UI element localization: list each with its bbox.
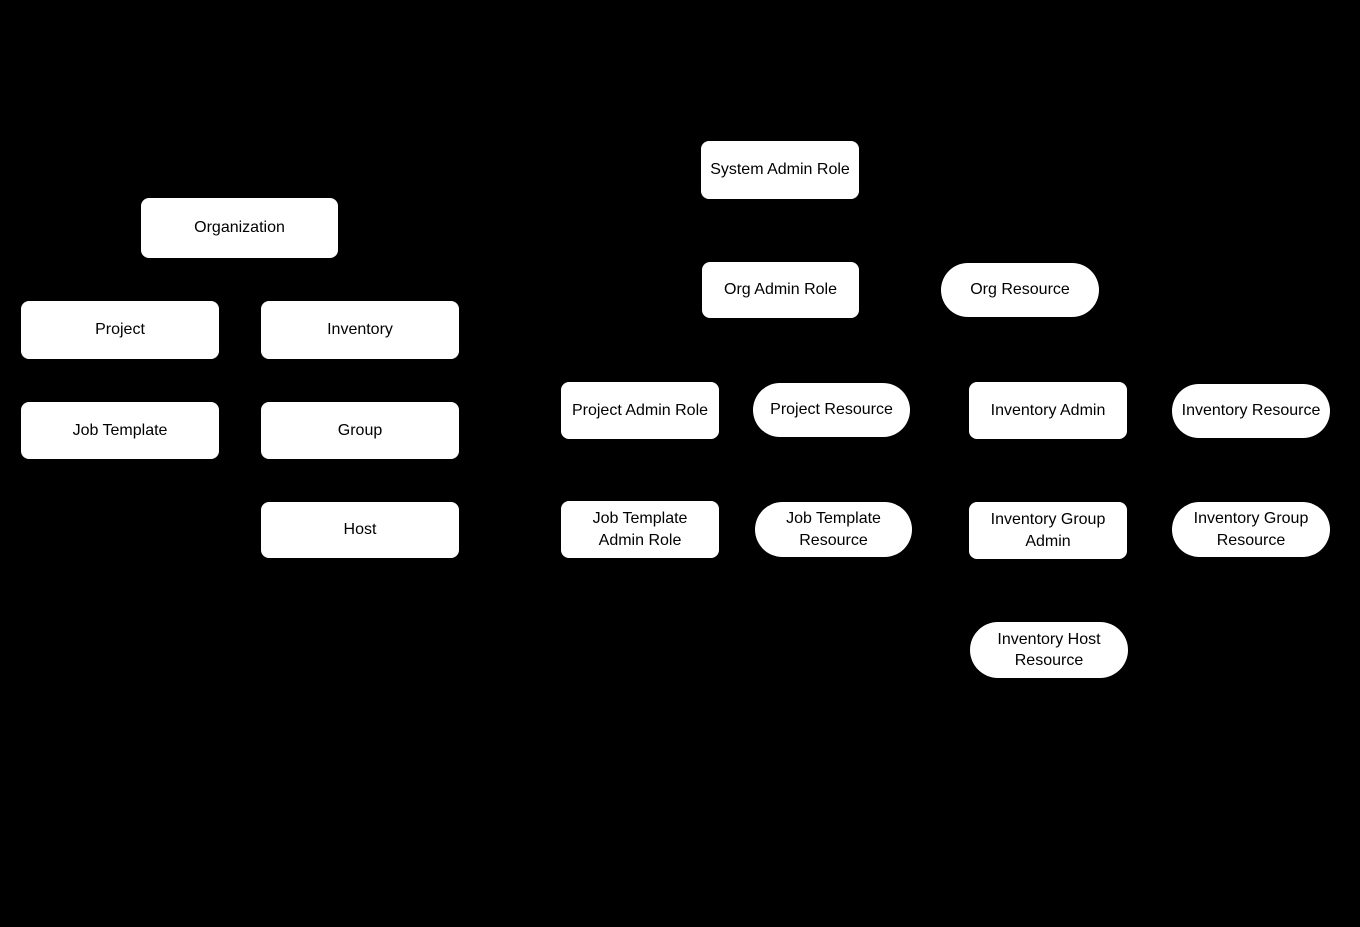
inventory-host-resource-node: Inventory Host Resource	[970, 622, 1128, 678]
job-template-admin-role-node: Job Template Admin Role	[561, 501, 719, 558]
inventory-resource-node: Inventory Resource	[1172, 384, 1330, 438]
job-template-node: Job Template	[21, 402, 219, 459]
group-node: Group	[261, 402, 459, 459]
inventory-node: Inventory	[261, 301, 459, 359]
inventory-admin-node: Inventory Admin	[969, 382, 1127, 439]
org-admin-role-node: Org Admin Role	[702, 262, 859, 318]
org-resource-node: Org Resource	[941, 263, 1099, 317]
host-node: Host	[261, 502, 459, 558]
project-admin-role-node: Project Admin Role	[561, 382, 719, 439]
project-resource-node: Project Resource	[753, 383, 910, 437]
project-node: Project	[21, 301, 219, 359]
organization-node: Organization	[141, 198, 338, 258]
system-admin-role-node: System Admin Role	[701, 141, 859, 199]
job-template-resource-node: Job Template Resource	[755, 502, 912, 557]
inventory-group-admin-node: Inventory Group Admin	[969, 502, 1127, 559]
inventory-group-resource-node: Inventory Group Resource	[1172, 502, 1330, 557]
